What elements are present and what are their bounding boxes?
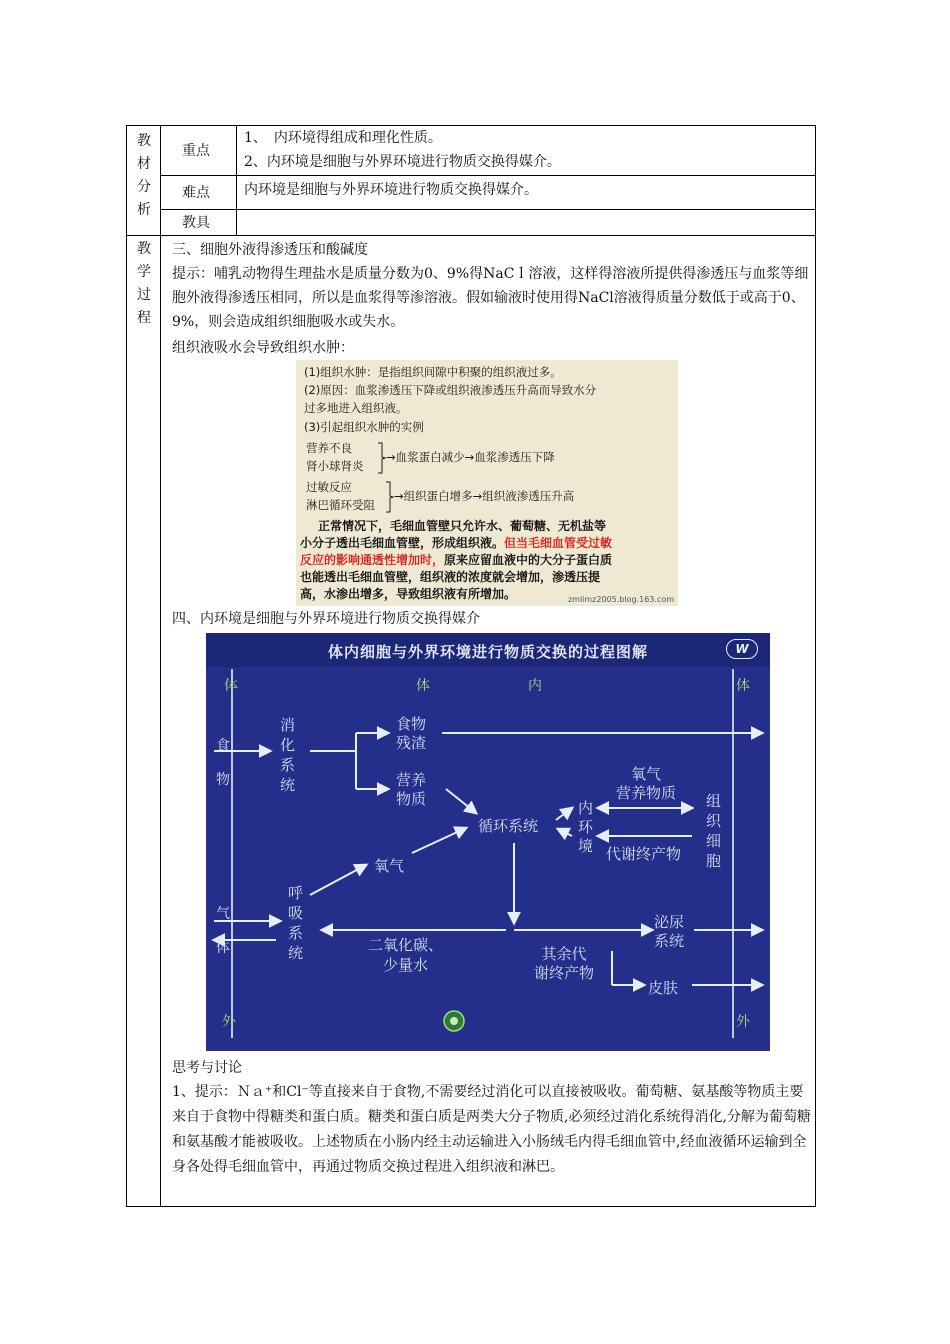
section-3-title: 三、细胞外液得渗透压和酸碱度 xyxy=(172,242,368,258)
food-residue: 食物 残渣 xyxy=(396,715,427,752)
brace-icon xyxy=(384,481,394,513)
difficulty-label: 难点 xyxy=(182,185,210,201)
exchange-diagram-svg xyxy=(206,633,770,1051)
label-inside-1: 体 xyxy=(416,678,430,694)
key-point-1: 1、 内环境得组成和理化性质。 xyxy=(244,130,442,146)
nutrients: 营养 物质 xyxy=(396,771,427,808)
watermark: zmlimz2005.blog.163.com xyxy=(567,595,674,604)
teaching-process-label: 教 学 过 程 xyxy=(137,241,151,326)
oxygen-label: 氧气 xyxy=(374,857,405,875)
edema-explanation: 正常情况下，毛细血管壁只允许水、葡萄糖、无机盐等 小分子透出毛细血管壁，形成组织液。但当毛细血管受过敏 反应的影响通透性增加时，原来应留血液中的大分子蛋白质 也能透出毛细血管壁，组织液的浓度就会增加，渗透压提 高，水渗出增多，导致组织液有所增加。 xyxy=(300,519,613,601)
label-outside-bottom-right: 外 xyxy=(736,1014,750,1030)
respiratory-system: 呼 吸 系 统 xyxy=(288,884,304,962)
difficulty-text: 内环境是细胞与外界环境进行物质交换得媒介。 xyxy=(244,182,538,198)
result-plasma-protein: →血浆蛋白减少→血浆渗透压下降 xyxy=(386,450,555,464)
edema-intro: 组织液吸水会导致组织水肿： xyxy=(172,340,354,356)
label-food: 食 物 xyxy=(216,738,230,788)
urinary-system: 泌尿 系统 xyxy=(654,913,685,950)
cause-malnutrition: 营养不良 xyxy=(306,441,352,455)
other-metabolic-products: 其余代 谢终产物 xyxy=(534,945,595,982)
oxygen-nutrients: 氧气 营养物质 xyxy=(616,765,677,802)
label-outside-top-left: 体 xyxy=(224,678,238,694)
tissue-edema-figure xyxy=(296,360,678,606)
metabolic-end-products: 代谢终产物 xyxy=(606,845,682,863)
edema-definition: (1)组织水肿：是指组织间隙中积聚的组织液过多。 xyxy=(304,365,562,379)
cause-nephritis: 肾小球肾炎 xyxy=(306,459,364,473)
hint-paragraph: 提示：哺乳动物得生理盐水是质量分数为0、9%得NaCｌ溶液，这样得溶液所提供得渗透压与血浆等细胞外液得渗透压相同，所以是血浆得等渗溶液。假如输液时使用得NaCl溶液得质量分数低于或高于0、9%，则会造成组织细胞吸水或失水。 xyxy=(172,266,809,330)
cause-allergy: 过敏反应 xyxy=(306,480,352,494)
discussion-paragraph: 1、提示：Ｎａ⁺和Cl⁻等直接来自于食物,不需要经过消化可以直接被吸收。葡萄糖、氨基酸等物质主要来自于食物中得糖类和蛋白质。糖类和蛋白质是两类大分子物质,必须经过消化系统得消化,分解为葡萄糖和氨基酸才能被吸收。上述物质在小肠内经主动运输进入小肠绒毛内得毛细血管中,经血液循环运输到全身各处得毛细血管中，再通过物质交换过程进入组织液和淋巴。 xyxy=(172,1084,811,1175)
key-points-label: 重点 xyxy=(182,143,210,159)
internal-environment: 内 环 境 xyxy=(578,799,594,855)
exchange-figure-title: 体内细胞与外界环境进行物质交换的过程图解 xyxy=(327,643,648,661)
label-outside-bottom-left: 外 xyxy=(222,1014,236,1030)
edema-examples-heading: (3)引起组织水肿的实例 xyxy=(304,420,424,434)
edema-cause: (2)原因：血浆渗透压下降或组织液渗透压升高而导致水分 xyxy=(304,383,597,397)
circulatory-system: 循环系统 xyxy=(478,817,539,835)
digestive-system: 消 化 系 统 xyxy=(280,716,296,794)
label-outside-top-right: 体 xyxy=(736,678,750,694)
brace-icon xyxy=(376,442,386,474)
skin: 皮肤 xyxy=(648,979,679,997)
key-point-2: 2、内环境是细胞与外界环境进行物质交换得媒介。 xyxy=(244,154,561,170)
material-exchange-figure xyxy=(206,633,770,1051)
label-inside-2: 内 xyxy=(528,678,542,694)
label-gas: 气 体 xyxy=(216,906,230,956)
tools-label: 教具 xyxy=(182,215,210,231)
teaching-material-analysis-label: 教 材 分 析 xyxy=(137,133,151,218)
publisher-logo-icon: W xyxy=(726,639,758,659)
tissue-cells: 组 织 细 胞 xyxy=(706,792,722,870)
cause-lymph-blocked: 淋巴循环受阻 xyxy=(306,498,375,512)
co2-water: 二氧化碳、 少量水 xyxy=(368,936,444,974)
section-4-title: 四、内环境是细胞与外界环境进行物质交换得媒介 xyxy=(172,611,480,627)
edema-cause-cont: 过多地进入组织液。 xyxy=(304,401,408,415)
discussion-title: 思考与讨论 xyxy=(172,1060,242,1076)
result-tissue-protein: →组织蛋白增多→组织液渗透压升高 xyxy=(394,489,575,503)
